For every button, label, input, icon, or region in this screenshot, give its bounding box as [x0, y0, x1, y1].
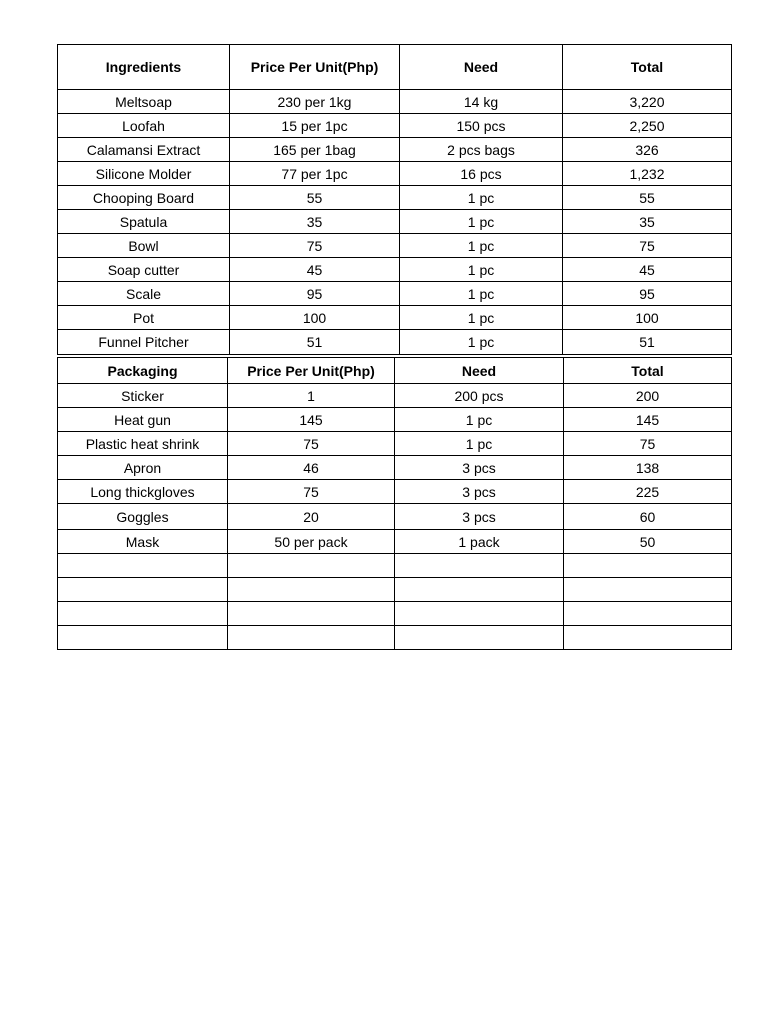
cell-need: 1 pc: [400, 186, 563, 210]
table-row: [58, 234, 732, 258]
empty-row: [58, 626, 732, 650]
cell-price: 15 per 1pc: [230, 114, 400, 138]
cell-total: 75: [564, 432, 732, 456]
table-row: [58, 258, 732, 282]
header-total: Total: [564, 358, 732, 384]
table-row: [58, 408, 732, 432]
header-ingredients: Ingredients: [58, 45, 230, 90]
cell-price: 20: [228, 504, 395, 530]
cell-total: [564, 626, 732, 650]
cell-item: Calamansi Extract: [58, 138, 230, 162]
cell-item: Mask: [58, 530, 228, 554]
cell-total: 200: [564, 384, 732, 408]
cell-price: 51: [230, 330, 400, 355]
table-row: [58, 138, 732, 162]
cell-need: [395, 578, 564, 602]
cell-price: 1: [228, 384, 395, 408]
cell-price: 46: [228, 456, 395, 480]
empty-row: [58, 554, 732, 578]
cell-price: 75: [230, 234, 400, 258]
cell-price: 75: [228, 432, 395, 456]
cell-item: Bowl: [58, 234, 230, 258]
cell-item: Spatula: [58, 210, 230, 234]
cell-need: 200 pcs: [395, 384, 564, 408]
table-row: [58, 384, 732, 408]
table-row: [58, 530, 732, 554]
cell-price: 77 per 1pc: [230, 162, 400, 186]
cell-price: 145: [228, 408, 395, 432]
header-price-per-unit: Price Per Unit(Php): [228, 358, 395, 384]
cell-item: Meltsoap: [58, 90, 230, 114]
empty-row: [58, 602, 732, 626]
cell-item: Loofah: [58, 114, 230, 138]
table-row: [58, 306, 732, 330]
cell-item: [58, 554, 228, 578]
cell-need: 1 pc: [400, 330, 563, 355]
cell-total: 3,220: [563, 90, 732, 114]
cell-total: 60: [564, 504, 732, 530]
table-header-row: [58, 358, 732, 384]
cell-item: [58, 626, 228, 650]
cell-need: 3 pcs: [395, 504, 564, 530]
cell-price: [228, 554, 395, 578]
cell-need: 1 pc: [395, 432, 564, 456]
cell-total: 75: [563, 234, 732, 258]
cell-item: Scale: [58, 282, 230, 306]
cell-price: 75: [228, 480, 395, 504]
cell-price: [228, 626, 395, 650]
cell-need: 1 pack: [395, 530, 564, 554]
cell-price: 95: [230, 282, 400, 306]
cell-item: Soap cutter: [58, 258, 230, 282]
cell-item: Pot: [58, 306, 230, 330]
cell-total: 55: [563, 186, 732, 210]
cell-price: 50 per pack: [228, 530, 395, 554]
cell-item: Silicone Molder: [58, 162, 230, 186]
header-need: Need: [395, 358, 564, 384]
cell-total: 145: [564, 408, 732, 432]
cell-price: 35: [230, 210, 400, 234]
table-row: [58, 210, 732, 234]
cell-need: 1 pc: [400, 258, 563, 282]
cell-price: 45: [230, 258, 400, 282]
cell-need: 3 pcs: [395, 456, 564, 480]
cell-need: 14 kg: [400, 90, 563, 114]
cell-total: 50: [564, 530, 732, 554]
packaging-table: [57, 357, 732, 650]
cell-total: 35: [563, 210, 732, 234]
cell-total: 100: [563, 306, 732, 330]
table-row: [58, 186, 732, 210]
cell-need: 150 pcs: [400, 114, 563, 138]
table-row: [58, 456, 732, 480]
table-row: [58, 90, 732, 114]
cell-need: [395, 554, 564, 578]
cell-total: 326: [563, 138, 732, 162]
table-row: [58, 282, 732, 306]
table-row: [58, 330, 732, 355]
cell-need: 1 pc: [400, 306, 563, 330]
cell-item: Apron: [58, 456, 228, 480]
empty-row: [58, 578, 732, 602]
cell-total: [564, 554, 732, 578]
cell-item: Heat gun: [58, 408, 228, 432]
cell-item: [58, 578, 228, 602]
table-row: [58, 480, 732, 504]
cell-total: 225: [564, 480, 732, 504]
table-header-row: [58, 45, 732, 90]
table-row: [58, 114, 732, 138]
ingredients-table: [57, 44, 732, 355]
cell-need: 1 pc: [400, 210, 563, 234]
cell-price: 55: [230, 186, 400, 210]
cell-price: [228, 578, 395, 602]
cell-need: 2 pcs bags: [400, 138, 563, 162]
cell-need: 16 pcs: [400, 162, 563, 186]
table-row: [58, 504, 732, 530]
cell-total: 51: [563, 330, 732, 355]
cell-need: 3 pcs: [395, 480, 564, 504]
cell-item: Long thickgloves: [58, 480, 228, 504]
header-packaging: Packaging: [58, 358, 228, 384]
cell-need: 1 pc: [400, 282, 563, 306]
cell-item: Goggles: [58, 504, 228, 530]
cell-total: 45: [563, 258, 732, 282]
cell-item: Funnel Pitcher: [58, 330, 230, 355]
cell-price: [228, 602, 395, 626]
header-need: Need: [400, 45, 563, 90]
cell-need: 1 pc: [395, 408, 564, 432]
table-row: [58, 162, 732, 186]
cell-total: 95: [563, 282, 732, 306]
cell-need: 1 pc: [400, 234, 563, 258]
cell-price: 100: [230, 306, 400, 330]
cell-item: Chooping Board: [58, 186, 230, 210]
cell-price: 165 per 1bag: [230, 138, 400, 162]
cell-item: Sticker: [58, 384, 228, 408]
cell-total: 138: [564, 456, 732, 480]
cell-price: 230 per 1kg: [230, 90, 400, 114]
cell-item: [58, 602, 228, 626]
header-price-per-unit: Price Per Unit(Php): [230, 45, 400, 90]
cell-need: [395, 626, 564, 650]
cell-total: 2,250: [563, 114, 732, 138]
cell-total: 1,232: [563, 162, 732, 186]
cell-need: [395, 602, 564, 626]
header-total: Total: [563, 45, 732, 90]
cell-item: Plastic heat shrink: [58, 432, 228, 456]
table-row: [58, 432, 732, 456]
cell-total: [564, 602, 732, 626]
cell-total: [564, 578, 732, 602]
